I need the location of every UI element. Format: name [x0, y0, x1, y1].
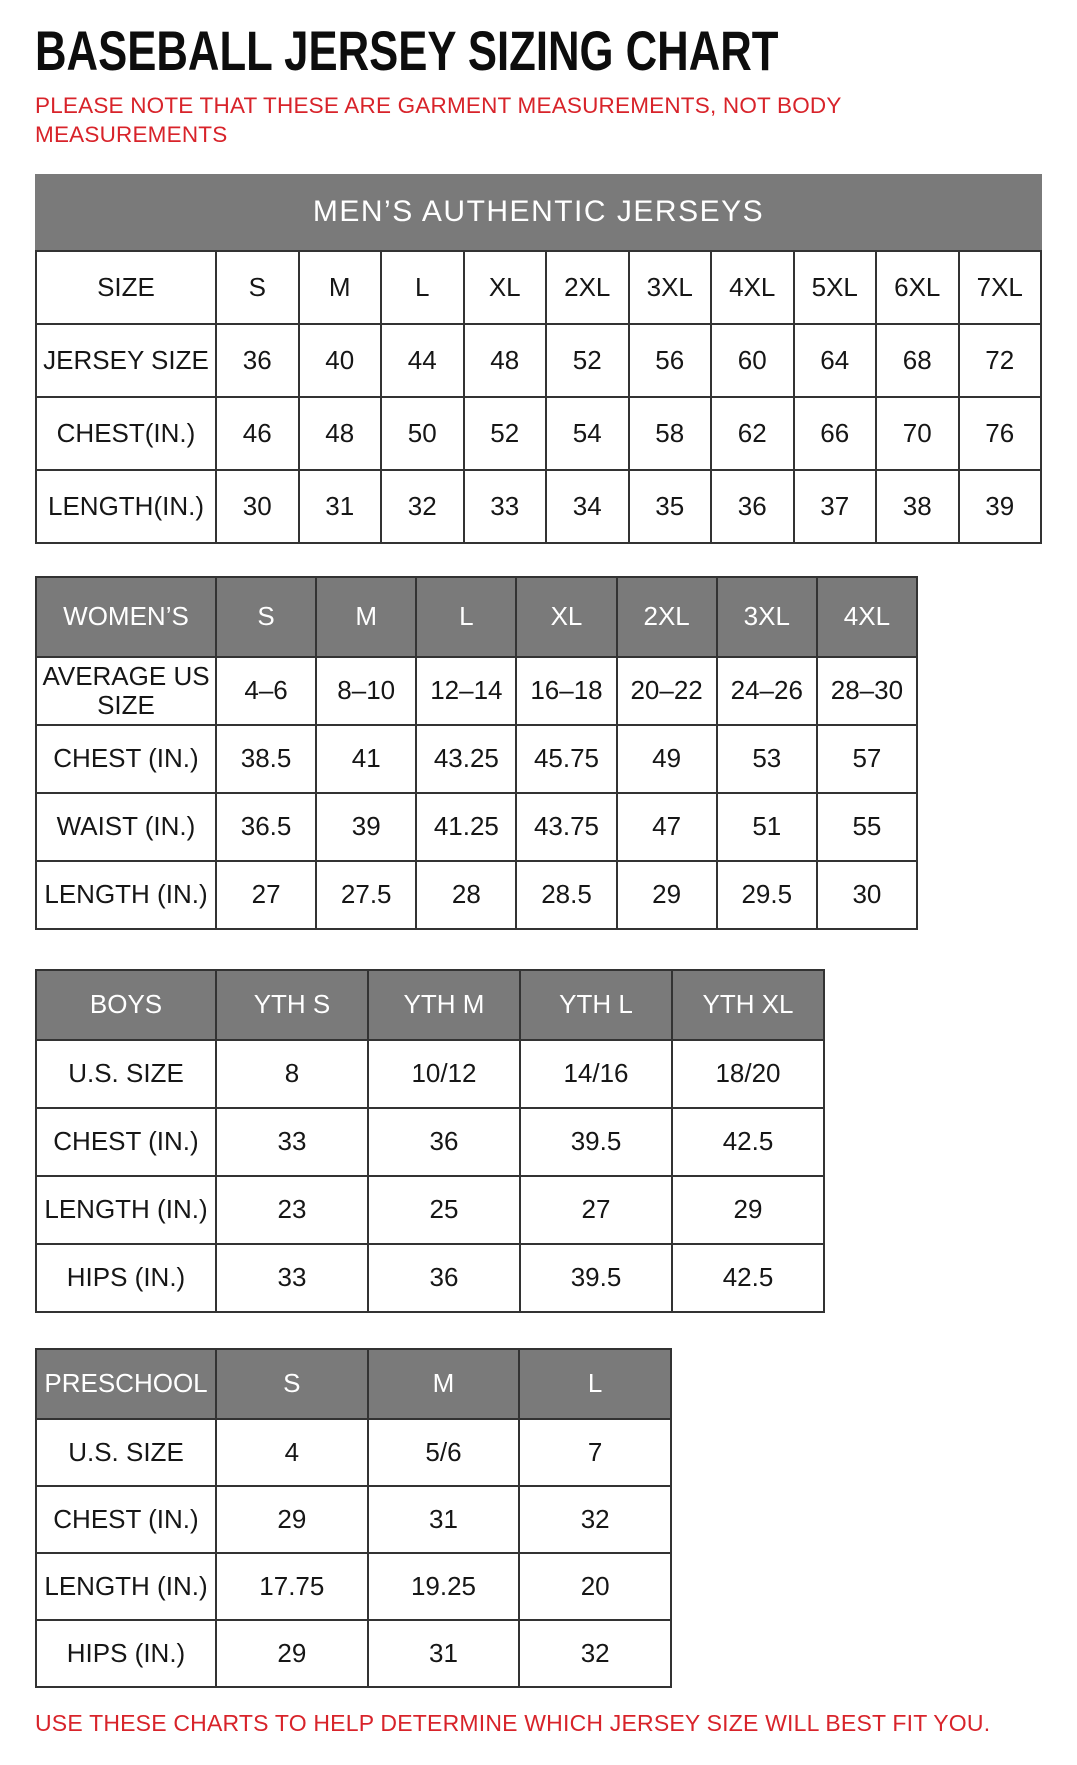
row-label: CHEST (IN.) — [36, 725, 216, 793]
measurement-row — [36, 1040, 824, 1108]
size-value: 55 — [817, 793, 917, 861]
size-value: 25 — [368, 1176, 520, 1244]
preschool-sizing-table — [35, 1348, 1042, 1688]
row-label: AVERAGE US SIZE — [36, 657, 216, 725]
column-header: L — [381, 251, 464, 324]
size-value: 36 — [368, 1244, 520, 1312]
size-value: 27 — [520, 1176, 672, 1244]
size-value: 23 — [216, 1176, 368, 1244]
measurement-row — [36, 1108, 824, 1176]
size-value: 4 — [216, 1419, 368, 1486]
size-value: 5/6 — [368, 1419, 520, 1486]
size-value: 47 — [617, 793, 717, 861]
size-value: 4–6 — [216, 657, 316, 725]
row-label: LENGTH(IN.) — [36, 470, 216, 543]
size-value: 32 — [519, 1620, 671, 1687]
column-header: XL — [516, 577, 616, 657]
size-value: 29 — [216, 1620, 368, 1687]
column-header: XL — [464, 251, 547, 324]
size-value: 29 — [672, 1176, 824, 1244]
size-value: 20 — [519, 1553, 671, 1620]
size-value: 12–14 — [416, 657, 516, 725]
size-value: 52 — [464, 397, 547, 470]
size-value: 40 — [299, 324, 382, 397]
size-value: 8–10 — [316, 657, 416, 725]
size-value: 58 — [629, 397, 712, 470]
fit-advice-footer: USE THESE CHARTS TO HELP DETERMINE WHICH JERSEY SIZE WILL BEST FIT YOU. — [35, 1709, 991, 1736]
sizing-chart-page — [0, 19, 1077, 1737]
size-value: 28.5 — [516, 861, 616, 929]
size-value: 43.75 — [516, 793, 616, 861]
size-value: 38.5 — [216, 725, 316, 793]
size-value: 36 — [216, 324, 299, 397]
column-header: S — [216, 251, 299, 324]
size-value: 52 — [546, 324, 629, 397]
size-value: 68 — [876, 324, 959, 397]
column-header: 7XL — [959, 251, 1042, 324]
measurement-row — [36, 793, 917, 861]
column-header: S — [216, 1349, 368, 1419]
size-value: 8 — [216, 1040, 368, 1108]
measurement-row — [36, 1176, 824, 1244]
size-value: 70 — [876, 397, 959, 470]
size-value: 20–22 — [617, 657, 717, 725]
size-value: 10/12 — [368, 1040, 520, 1108]
mens-sizing-section — [35, 174, 1042, 544]
column-header: S — [216, 577, 316, 657]
preschool-sizing-section — [35, 1348, 1042, 1688]
measurement-row — [36, 1419, 671, 1486]
size-value: 14/16 — [520, 1040, 672, 1108]
size-value: 49 — [617, 725, 717, 793]
size-value: 51 — [717, 793, 817, 861]
size-value: 48 — [464, 324, 547, 397]
row-label: CHEST (IN.) — [36, 1108, 216, 1176]
womens-sizing-section — [35, 576, 1042, 930]
size-value: 24–26 — [717, 657, 817, 725]
row-label: U.S. SIZE — [36, 1419, 216, 1486]
measurement-row — [36, 1553, 671, 1620]
size-value: 41 — [316, 725, 416, 793]
column-header: 4XL — [817, 577, 917, 657]
column-header: 4XL — [711, 251, 794, 324]
measurement-row — [36, 1486, 671, 1553]
size-value: 50 — [381, 397, 464, 470]
size-value: 57 — [817, 725, 917, 793]
size-value: 31 — [368, 1620, 520, 1687]
measurement-row — [36, 657, 917, 725]
row-label: HIPS (IN.) — [36, 1620, 216, 1687]
column-header: M — [299, 251, 382, 324]
size-value: 7 — [519, 1419, 671, 1486]
size-value: 34 — [546, 470, 629, 543]
size-value: 42.5 — [672, 1108, 824, 1176]
size-value: 56 — [629, 324, 712, 397]
column-header: 2XL — [546, 251, 629, 324]
row-label: HIPS (IN.) — [36, 1244, 216, 1312]
size-value: 46 — [216, 397, 299, 470]
measurement-row — [36, 725, 917, 793]
size-value: 66 — [794, 397, 877, 470]
table-title-cell: BOYS — [36, 970, 216, 1040]
column-header: YTH S — [216, 970, 368, 1040]
size-value: 37 — [794, 470, 877, 543]
page-title: BASEBALL JERSEY SIZING CHART — [35, 19, 779, 82]
size-value: 29 — [216, 1486, 368, 1553]
size-value: 32 — [519, 1486, 671, 1553]
row-label: LENGTH (IN.) — [36, 1553, 216, 1620]
column-header: 3XL — [629, 251, 712, 324]
column-header: YTH XL — [672, 970, 824, 1040]
size-value: 27.5 — [316, 861, 416, 929]
size-value: 39.5 — [520, 1244, 672, 1312]
table-title-cell: SIZE — [36, 251, 216, 324]
size-value: 31 — [368, 1486, 520, 1553]
size-value: 28 — [416, 861, 516, 929]
size-value: 30 — [216, 470, 299, 543]
size-value: 62 — [711, 397, 794, 470]
table-title-cell: WOMEN’S — [36, 577, 216, 657]
size-value: 39 — [316, 793, 416, 861]
column-header: L — [519, 1349, 671, 1419]
mens-sizing-table — [35, 250, 1042, 544]
table-title-cell: PRESCHOOL — [36, 1349, 216, 1419]
column-header: M — [368, 1349, 520, 1419]
size-value: 27 — [216, 861, 316, 929]
row-label: CHEST (IN.) — [36, 1486, 216, 1553]
row-label: LENGTH (IN.) — [36, 861, 216, 929]
size-value: 30 — [817, 861, 917, 929]
size-value: 19.25 — [368, 1553, 520, 1620]
boys-sizing-table — [35, 969, 1042, 1313]
measurement-row — [36, 861, 917, 929]
boys-sizing-section — [35, 969, 1042, 1313]
size-value: 54 — [546, 397, 629, 470]
size-value: 53 — [717, 725, 817, 793]
size-value: 39 — [959, 470, 1042, 543]
size-value: 76 — [959, 397, 1042, 470]
womens-sizing-table — [35, 576, 1042, 930]
column-header: 5XL — [794, 251, 877, 324]
size-value: 45.75 — [516, 725, 616, 793]
size-value: 33 — [216, 1244, 368, 1312]
column-header: M — [316, 577, 416, 657]
size-value: 33 — [216, 1108, 368, 1176]
measurement-row — [36, 397, 1041, 470]
size-value: 64 — [794, 324, 877, 397]
size-value: 36.5 — [216, 793, 316, 861]
size-value: 60 — [711, 324, 794, 397]
size-header-row — [36, 970, 824, 1040]
column-header: YTH M — [368, 970, 520, 1040]
column-header: 6XL — [876, 251, 959, 324]
column-header: 2XL — [617, 577, 717, 657]
measurement-row — [36, 1244, 824, 1312]
measurement-row — [36, 324, 1041, 397]
size-value: 31 — [299, 470, 382, 543]
size-value: 33 — [464, 470, 547, 543]
size-value: 29 — [617, 861, 717, 929]
size-value: 17.75 — [216, 1553, 368, 1620]
measurement-row — [36, 1620, 671, 1687]
size-value: 42.5 — [672, 1244, 824, 1312]
garment-measurement-note: PLEASE NOTE THAT THESE ARE GARMENT MEASUREMENTS, NOT BODY MEASUREMENTS — [35, 93, 842, 147]
size-value: 16–18 — [516, 657, 616, 725]
size-value: 44 — [381, 324, 464, 397]
mens-table-banner: MEN’S AUTHENTIC JERSEYS — [35, 174, 1042, 250]
size-value: 38 — [876, 470, 959, 543]
measurement-row — [36, 470, 1041, 543]
size-value: 36 — [711, 470, 794, 543]
column-header: L — [416, 577, 516, 657]
size-header-row — [36, 1349, 671, 1419]
size-value: 41.25 — [416, 793, 516, 861]
size-value: 32 — [381, 470, 464, 543]
size-value: 48 — [299, 397, 382, 470]
size-value: 29.5 — [717, 861, 817, 929]
size-value: 28–30 — [817, 657, 917, 725]
size-header-row — [36, 251, 1041, 324]
row-label: WAIST (IN.) — [36, 793, 216, 861]
column-header: 3XL — [717, 577, 817, 657]
column-header: YTH L — [520, 970, 672, 1040]
size-value: 39.5 — [520, 1108, 672, 1176]
size-value: 35 — [629, 470, 712, 543]
size-value: 72 — [959, 324, 1042, 397]
size-value: 18/20 — [672, 1040, 824, 1108]
row-label: U.S. SIZE — [36, 1040, 216, 1108]
size-header-row — [36, 577, 917, 657]
size-value: 36 — [368, 1108, 520, 1176]
row-label: JERSEY SIZE — [36, 324, 216, 397]
row-label: CHEST(IN.) — [36, 397, 216, 470]
size-value: 43.25 — [416, 725, 516, 793]
row-label: LENGTH (IN.) — [36, 1176, 216, 1244]
